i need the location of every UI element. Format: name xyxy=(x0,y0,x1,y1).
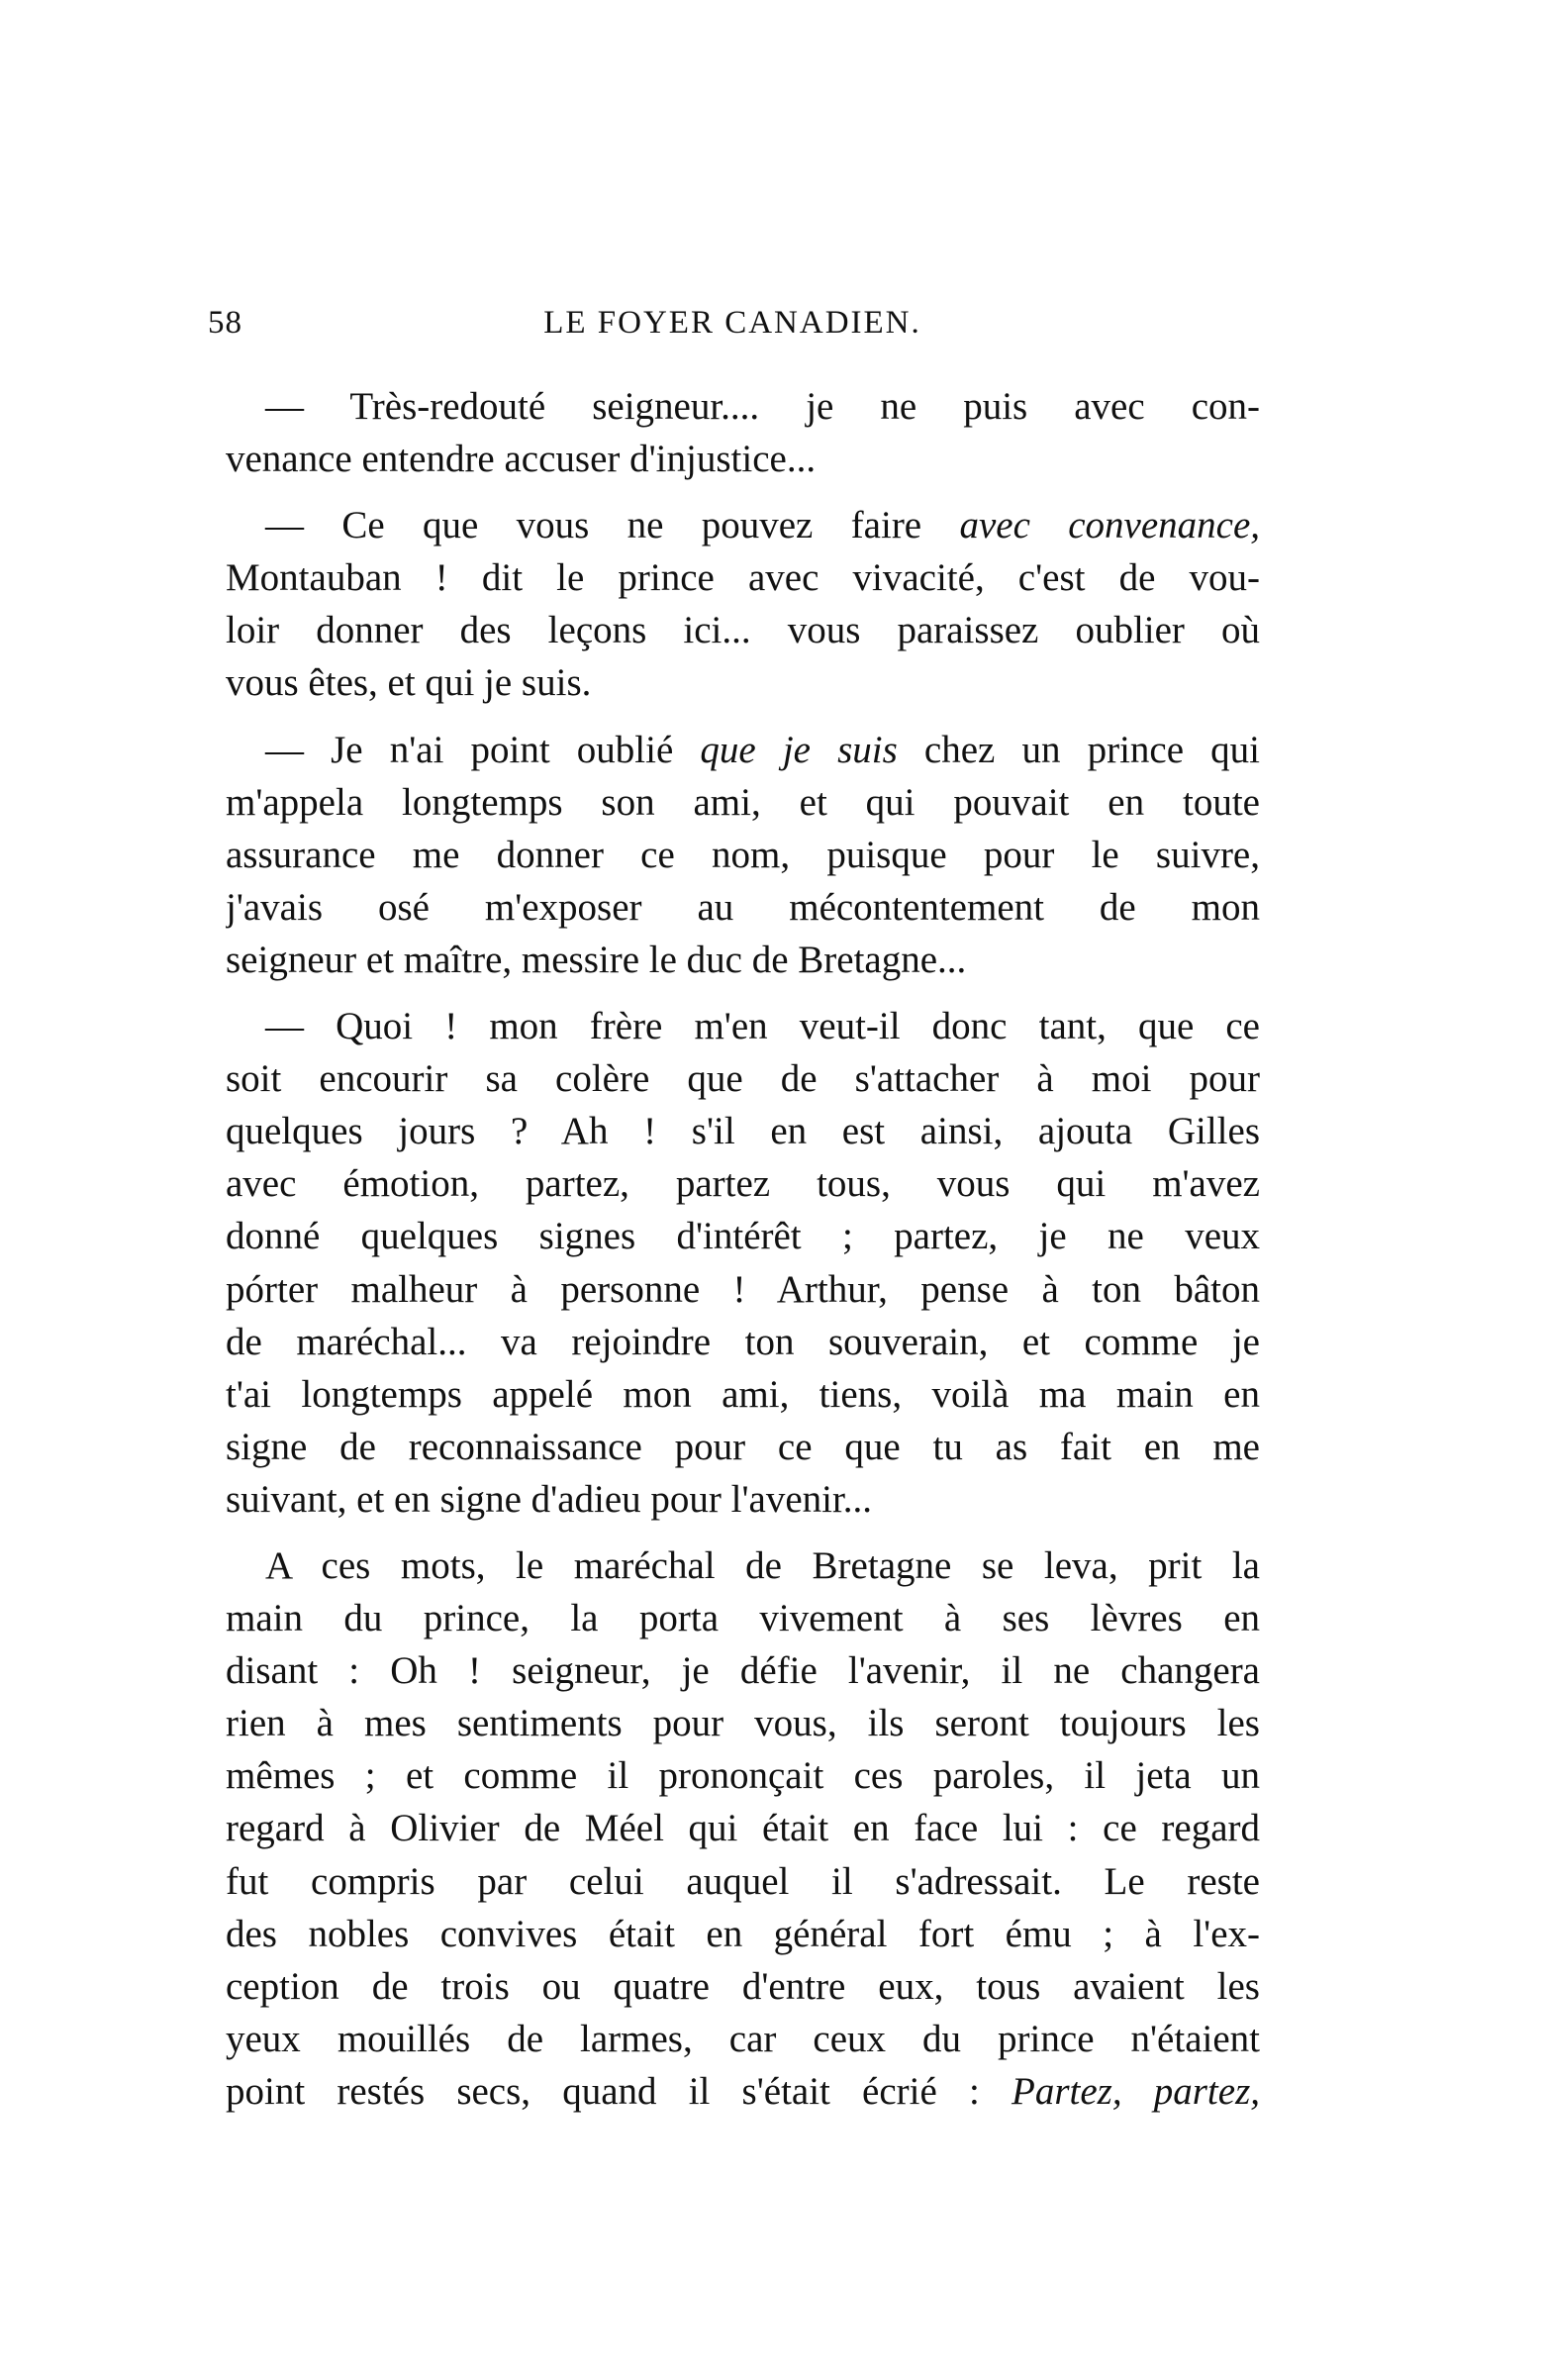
text-line xyxy=(226,724,1260,776)
text-line: Montauban ! dit le prince avec vivacité, c'est de vou- xyxy=(226,556,1260,600)
paragraph xyxy=(226,499,1260,709)
text-line: quelques jours ? Ah ! s'il en est ainsi, ajouta Gilles xyxy=(226,1110,1260,1153)
italic-text: que je suis xyxy=(700,728,898,771)
text-line: m'appela longtemps son ami, et qui pouvait en toute xyxy=(226,780,1260,824)
paragraph xyxy=(226,1539,1260,2118)
roman-text: — Je n'ai point oublié xyxy=(265,728,701,771)
text-line: venance entendre accuser d'injustice... xyxy=(226,438,817,481)
paragraph xyxy=(226,380,1260,485)
text-line: t'ai longtemps appelé mon ami, tiens, voilà ma main en xyxy=(226,1372,1260,1416)
text-line: seigneur et maître, messire le duc de Bretagne... xyxy=(226,938,967,981)
paragraph-gap xyxy=(226,485,1260,499)
text-line: vous êtes, et qui je suis. xyxy=(226,661,592,705)
body-text xyxy=(226,380,1260,2118)
text-line xyxy=(226,499,1260,551)
roman-text: point restés secs, quand il s'était écrié : xyxy=(226,2069,1012,2113)
text-line: — Quoi ! mon frère m'en veut-il donc tant, que ce xyxy=(265,1005,1260,1048)
paragraph xyxy=(226,1000,1260,1526)
text-line: de maréchal... va rejoindre ton souverain, et comme je xyxy=(226,1320,1260,1363)
text-line: main du prince, la porta vivement à ses lèvres en xyxy=(226,1597,1260,1640)
text-line: — Très-redouté seigneur.... je ne puis avec con- xyxy=(265,385,1260,428)
text-line: soit encourir sa colère que de s'attacher à moi pour xyxy=(226,1057,1260,1101)
text-line: donné quelques signes d'intérêt ; partez, je ne veux xyxy=(226,1215,1260,1258)
text-line: fut compris par celui auquel il s'adressait. Le reste xyxy=(226,1859,1260,1903)
text-line: suivant, et en signe d'adieu pour l'avenir... xyxy=(226,1477,873,1521)
text-line: avec émotion, partez, partez tous, vous qui m'avez xyxy=(226,1162,1260,1206)
text-line: j'avais osé m'exposer au mécontentement de mon xyxy=(226,885,1260,929)
text-line: regard à Olivier de Méel qui était en face lui : ce regard xyxy=(226,1807,1260,1850)
text-line: A ces mots, le maréchal de Bretagne se leva, prit la xyxy=(265,1543,1260,1587)
text-line: ception de trois ou quatre d'entre eux, tous avaient les xyxy=(226,1964,1260,2008)
italic-text: avec convenance, xyxy=(959,504,1260,547)
paragraph-gap xyxy=(226,986,1260,1000)
italic-text: Partez, partez, xyxy=(1012,2069,1260,2113)
running-title: LE FOYER CANADIEN. xyxy=(543,305,921,341)
paragraph-gap xyxy=(226,710,1260,724)
text-line: assurance me donner ce nom, puisque pour le suivre, xyxy=(226,833,1260,876)
roman-text: chez un prince qui xyxy=(897,728,1260,771)
paragraph xyxy=(226,724,1260,986)
text-line: des nobles convives était en général fort ému ; à l'ex- xyxy=(226,1912,1260,1955)
text-line: disant : Oh ! seigneur, je défie l'avenir, il ne changera xyxy=(226,1649,1260,1693)
text-line: loir donner des leçons ici... vous paraissez oublier où xyxy=(226,609,1260,652)
page-number: 58 xyxy=(208,305,242,341)
text-line: signe de reconnaissance pour ce que tu as fait en me xyxy=(226,1425,1260,1468)
page-header xyxy=(208,305,1257,352)
roman-text: — Ce que vous ne pouvez faire xyxy=(265,504,960,547)
text-line: mêmes ; et comme il prononçait ces paroles, il jeta un xyxy=(226,1754,1260,1798)
text-line: yeux mouillés de larmes, car ceux du prince n'étaient xyxy=(226,2017,1260,2060)
text-line: pórter malheur à personne ! Arthur, pense à ton bâton xyxy=(226,1267,1260,1311)
text-line: rien à mes sentiments pour vous, ils seront toujours les xyxy=(226,1702,1260,1745)
text-line xyxy=(226,2065,1260,2118)
paragraph-gap xyxy=(226,1526,1260,1539)
